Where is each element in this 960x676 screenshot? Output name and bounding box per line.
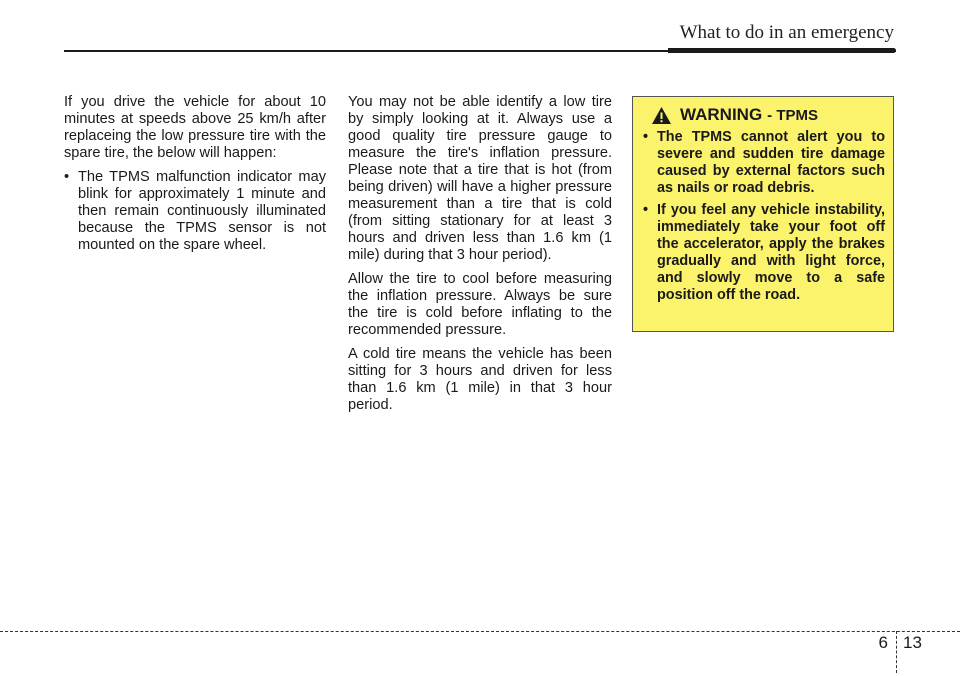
middle-column bbox=[348, 94, 612, 421]
warning-title: WARNING bbox=[680, 105, 763, 124]
bullet-item bbox=[64, 169, 326, 254]
warning-item bbox=[643, 202, 885, 304]
bullet-text: The TPMS malfunction indicator may blink for approximately 1 minute and then remain continuously illuminated because the TPMS sensor is not mounted on the spare wheel. bbox=[78, 169, 326, 253]
chapter-number: 6 bbox=[878, 633, 888, 652]
paragraph-3: A cold tire means the vehicle has been sitting for 3 hours and driven for less than 1.6 km (1 mile) in that 3 hour period. bbox=[348, 346, 612, 413]
warning-header bbox=[651, 105, 885, 125]
intro-paragraph: If you drive the vehicle for about 10 minutes at speeds above 25 km/h after replaceing the low pressure tire with the spare tire, the below will happen: bbox=[64, 94, 326, 161]
warning-list bbox=[643, 129, 885, 304]
page-number: 13 bbox=[903, 633, 922, 652]
section-title: What to do in an emergency bbox=[679, 22, 894, 43]
warning-box bbox=[632, 96, 894, 332]
warning-item-text: If you feel any vehicle instability, immediately take your foot off the accelerator, apply the brakes gradually and with light force, and slowly move to a safe position off the road. bbox=[657, 202, 885, 303]
warning-subtitle: - TPMS bbox=[767, 106, 819, 124]
warning-triangle-icon bbox=[651, 106, 672, 125]
header-accent-bar bbox=[668, 48, 896, 53]
footer-divider bbox=[896, 631, 897, 673]
warning-item bbox=[643, 129, 885, 197]
footer-rule bbox=[0, 631, 960, 632]
bullet-glyph: • bbox=[643, 202, 649, 218]
paragraph-2: Allow the tire to cool before measuring the inflation pressure. Always be sure the tire is cold before inflating to the recommended pressure. bbox=[348, 271, 612, 338]
paragraph-1: You may not be able identify a low tire by simply looking at it. Always use a good quality tire pressure gauge to measure the tire's inflation pressure. Please note that a tire that is hot (from being driven) will have a higher pressure measurement than a tire that is cold (from sitting stationary for at least 3 hours and driven less than 1.6 km (1 mile) during that 3 hour period). bbox=[348, 94, 612, 263]
bullet-glyph: • bbox=[643, 129, 649, 145]
left-column bbox=[64, 94, 326, 261]
bullet-glyph: • bbox=[64, 169, 70, 185]
warning-item-text: The TPMS cannot alert you to severe and sudden tire damage caused by external factors such as nails or road debris. bbox=[657, 129, 885, 196]
